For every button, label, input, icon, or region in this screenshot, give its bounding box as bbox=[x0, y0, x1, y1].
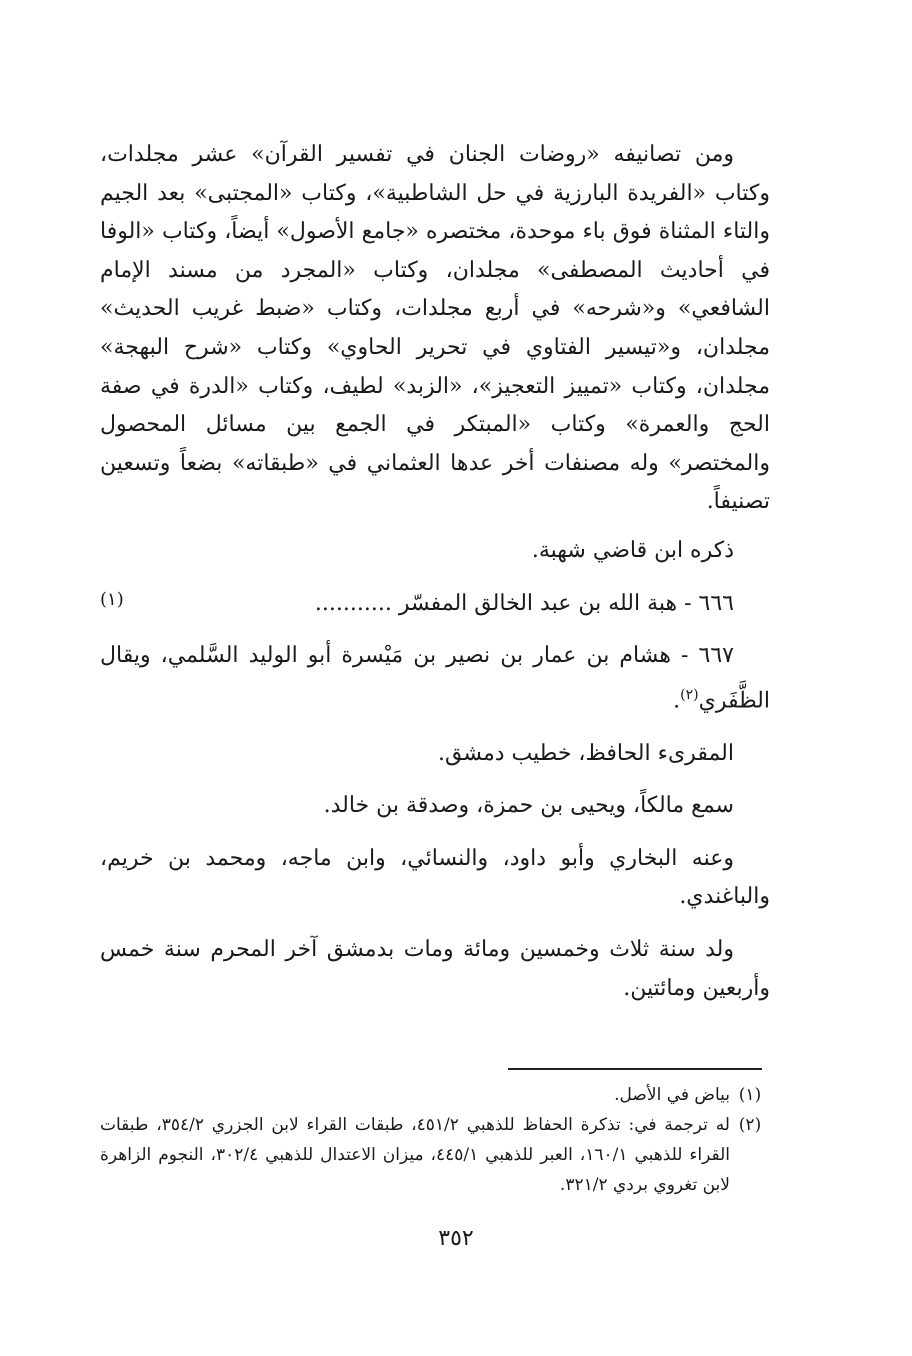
footnote-text: بياض في الأصل. bbox=[614, 1085, 730, 1105]
entry-666-text: ٦٦٦ - هبة الله بن عبد الخالق المفسّر bbox=[398, 590, 734, 616]
page-number: ٣٥٢ bbox=[438, 1226, 474, 1251]
main-text bbox=[100, 136, 770, 1022]
footnote-number: (٢) bbox=[738, 1115, 762, 1135]
entry-667 bbox=[100, 637, 770, 721]
footnote-number: (١) bbox=[738, 1085, 762, 1105]
mention-paragraph: ذكره ابن قاضي شهبة. bbox=[531, 537, 734, 563]
entry-667-end: . bbox=[673, 688, 681, 714]
entry-666 bbox=[100, 585, 770, 624]
footnote-divider bbox=[508, 1068, 762, 1070]
footnote-item bbox=[100, 1110, 770, 1200]
dates-paragraph: ولد سنة ثلاث وخمسين ومائة ومات بدمشق آخر المحرم سنة خمس وأربعين ومائتين. bbox=[100, 937, 770, 1001]
footnote-text: له ترجمة في: تذكرة الحفاظ للذهبي ٤٥١/٢، طبقات القراء لابن الجزري ٣٥٤/٢، طبقات القراء للذهبي ١٦٠/١، العبر للذهبي ٤٤٥/١، ميزان الاعتدال للذهبي ٣٠٢/٤، النجوم الزاهرة لابن تغروي بردي ٣٢١/٢. bbox=[100, 1115, 731, 1195]
footnotes bbox=[100, 1080, 770, 1200]
entry-666-dots: ........... bbox=[314, 590, 392, 616]
footnote-item bbox=[100, 1080, 770, 1110]
title-paragraph: المقرىء الحافظ، خطيب دمشق. bbox=[437, 740, 734, 766]
works-paragraph: ومن تصانيفه «روضات الجنان في تفسير القرآن» عشر مجلدات، وكتاب «الفريدة البارزية في حل الشاطبية»، وكتاب «المجتبى» بعد الجيم والتاء المثناة فوق باء موحدة، مختصره «جامع الأصول» أيضاً، وكتاب «الوفا في أحاديث المصطفى» مجلدان، وكتاب «المجرد من مسند الإمام الشافعي» و«شرحه» في أربع مجلدات، وكتاب «ضبط غريب الحديث» مجلدان، و«تيسير الفتاوي في تحرير الحاوي» وكتاب «شرح البهجة» مجلدان، وكتاب «تمييز التعجيز»، «الزبد» لطيف، وكتاب «الدرة في صفة الحج والعمرة» وكتاب «المبتكر في الجمع بين مسائل المحصول والمختصر» وله مصنفات أخر عدها العثماني في «طبقاته» بضعاً وتسعين تصنيفاً. bbox=[100, 142, 770, 515]
entry-666-footnote-ref: (١) bbox=[100, 588, 124, 610]
entry-667-footnote-ref: (٢) bbox=[680, 686, 699, 703]
entry-667-text: ٦٦٧ - هشام بن عمار بن نصير بن مَيْسرة أبو الوليد السَّلمي، ويقال الظَّفَري bbox=[100, 643, 770, 714]
teachers-paragraph: سمع مالكاً، ويحيى بن حمزة، وصدقة بن خالد. bbox=[323, 793, 734, 819]
students-paragraph: وعنه البخاري وأبو داود، والنسائي، وابن ماجه، ومحمد بن خريم، والباغندي. bbox=[100, 845, 770, 910]
